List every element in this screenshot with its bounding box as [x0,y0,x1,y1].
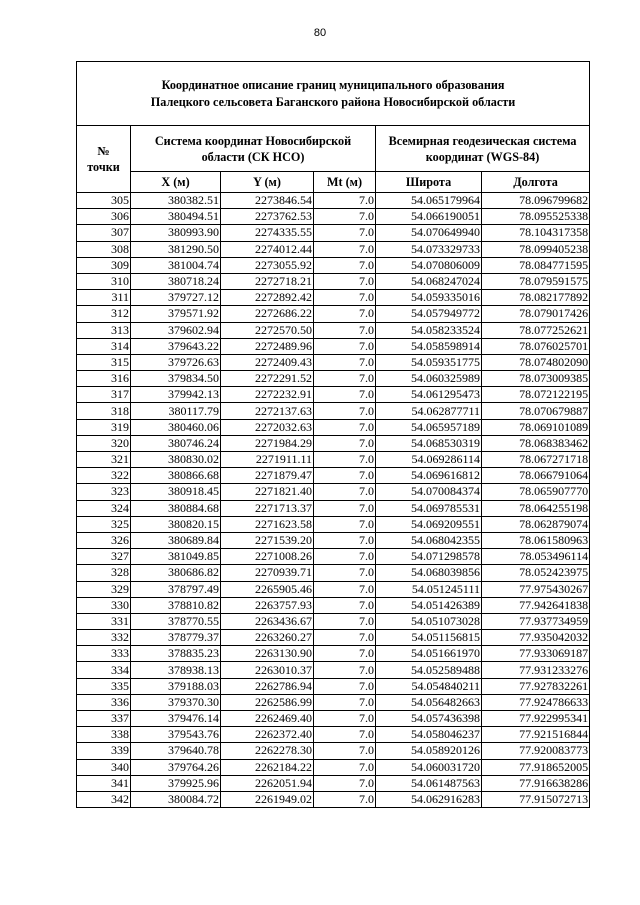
latitude-cell: 54.051156815 [376,630,482,646]
y-cell: 2272718.21 [221,273,314,289]
mt-cell: 7.0 [314,338,376,354]
y-cell: 2272137.63 [221,403,314,419]
point-number-cell: 319 [77,419,131,435]
point-number-cell: 337 [77,711,131,727]
table-row [77,500,590,516]
y-cell: 2273762.53 [221,209,314,225]
mt-cell: 7.0 [314,646,376,662]
table-row [77,435,590,451]
longitude-cell: 78.053496114 [482,549,590,565]
y-cell: 2270939.71 [221,565,314,581]
x-cell: 380689.84 [131,532,221,548]
header-point-no: № точки [77,126,131,193]
latitude-cell: 54.058598914 [376,338,482,354]
latitude-cell: 54.059351775 [376,354,482,370]
y-cell: 2271984.29 [221,435,314,451]
latitude-cell: 54.060325989 [376,371,482,387]
x-cell: 379602.94 [131,322,221,338]
header-group-wgs: Всемирная геодезическая система координат (WGS-84) [376,126,590,172]
y-cell: 2274012.44 [221,241,314,257]
table-row [77,694,590,710]
table-row [77,452,590,468]
longitude-cell: 78.072122195 [482,387,590,403]
longitude-cell: 78.104317358 [482,225,590,241]
point-number-cell: 338 [77,727,131,743]
header-mt: Mt (м) [314,172,376,193]
x-cell: 379643.22 [131,338,221,354]
x-cell: 380918.45 [131,484,221,500]
y-cell: 2272489.96 [221,338,314,354]
point-number-cell: 306 [77,209,131,225]
mt-cell: 7.0 [314,662,376,678]
header-group-nso: Система координат Новосибирской области (СК НСО) [131,126,376,172]
table-row [77,581,590,597]
table-title-line2: Палецкого сельсовета Баганского района Новосибирской области [150,94,516,109]
latitude-cell: 54.057436398 [376,711,482,727]
table-row [77,193,590,209]
table-row [77,630,590,646]
mt-cell: 7.0 [314,727,376,743]
y-cell: 2271879.47 [221,468,314,484]
y-cell: 2272686.22 [221,306,314,322]
x-cell: 378770.55 [131,613,221,629]
latitude-cell: 54.066190051 [376,209,482,225]
y-cell: 2274335.55 [221,225,314,241]
y-cell: 2263130.90 [221,646,314,662]
point-number-cell: 333 [77,646,131,662]
x-cell: 380746.24 [131,435,221,451]
point-number-cell: 305 [77,193,131,209]
point-number-cell: 312 [77,306,131,322]
table-row [77,549,590,565]
table-row [77,306,590,322]
point-number-cell: 339 [77,743,131,759]
latitude-cell: 54.068530319 [376,435,482,451]
longitude-cell: 78.077252621 [482,322,590,338]
longitude-cell: 78.069101089 [482,419,590,435]
point-number-cell: 326 [77,532,131,548]
table-row [77,678,590,694]
x-cell: 381290.50 [131,241,221,257]
point-number-cell: 321 [77,452,131,468]
y-cell: 2271008.26 [221,549,314,565]
mt-cell: 7.0 [314,532,376,548]
longitude-cell: 77.915072713 [482,791,590,807]
mt-cell: 7.0 [314,549,376,565]
y-cell: 2271623.58 [221,516,314,532]
longitude-cell: 77.927832261 [482,678,590,694]
longitude-cell: 78.068383462 [482,435,590,451]
point-number-cell: 325 [77,516,131,532]
longitude-cell: 77.933069187 [482,646,590,662]
latitude-cell: 54.070806009 [376,257,482,273]
point-number-cell: 315 [77,354,131,370]
point-number-cell: 320 [77,435,131,451]
mt-cell: 7.0 [314,791,376,807]
latitude-cell: 54.060031720 [376,759,482,775]
y-cell: 2263757.93 [221,597,314,613]
longitude-cell: 78.052423975 [482,565,590,581]
table-row [77,387,590,403]
point-number-cell: 311 [77,290,131,306]
y-cell: 2261949.02 [221,791,314,807]
y-cell: 2272892.42 [221,290,314,306]
table-row [77,597,590,613]
table-row [77,759,590,775]
longitude-cell: 78.061580963 [482,532,590,548]
longitude-cell: 78.067271718 [482,452,590,468]
mt-cell: 7.0 [314,193,376,209]
x-cell: 380820.15 [131,516,221,532]
longitude-cell: 77.937734959 [482,613,590,629]
x-cell: 380460.06 [131,419,221,435]
mt-cell: 7.0 [314,273,376,289]
y-cell: 2271911.11 [221,452,314,468]
y-cell: 2272291.52 [221,371,314,387]
latitude-cell: 54.065957189 [376,419,482,435]
longitude-cell: 78.079017426 [482,306,590,322]
table-row [77,613,590,629]
table-row [77,403,590,419]
y-cell: 2262184.22 [221,759,314,775]
longitude-cell: 78.095525338 [482,209,590,225]
latitude-cell: 54.070649940 [376,225,482,241]
x-cell: 378835.23 [131,646,221,662]
x-cell: 378779.37 [131,630,221,646]
table-row [77,354,590,370]
point-number-cell: 314 [77,338,131,354]
point-number-cell: 309 [77,257,131,273]
point-number-cell: 316 [77,371,131,387]
mt-cell: 7.0 [314,468,376,484]
table-row [77,257,590,273]
x-cell: 380686.82 [131,565,221,581]
latitude-cell: 54.068039856 [376,565,482,581]
longitude-cell: 77.920083773 [482,743,590,759]
latitude-cell: 54.068042355 [376,532,482,548]
x-cell: 380382.51 [131,193,221,209]
x-cell: 380830.02 [131,452,221,468]
x-cell: 381049.85 [131,549,221,565]
y-cell: 2272409.43 [221,354,314,370]
mt-cell: 7.0 [314,694,376,710]
x-cell: 379571.92 [131,306,221,322]
latitude-cell: 54.062877711 [376,403,482,419]
latitude-cell: 54.058046237 [376,727,482,743]
latitude-cell: 54.057949772 [376,306,482,322]
mt-cell: 7.0 [314,452,376,468]
longitude-cell: 78.074802090 [482,354,590,370]
longitude-cell: 78.070679887 [482,403,590,419]
y-cell: 2262372.40 [221,727,314,743]
table-row [77,711,590,727]
y-cell: 2271539.20 [221,532,314,548]
point-number-cell: 313 [77,322,131,338]
y-cell: 2263436.67 [221,613,314,629]
x-cell: 379370.30 [131,694,221,710]
table-title [77,62,590,126]
y-cell: 2273055.92 [221,257,314,273]
table-row [77,727,590,743]
x-cell: 380993.90 [131,225,221,241]
longitude-cell: 77.916638286 [482,775,590,791]
point-number-cell: 327 [77,549,131,565]
x-cell: 380884.68 [131,500,221,516]
longitude-cell: 78.099405238 [482,241,590,257]
point-number-cell: 330 [77,597,131,613]
longitude-cell: 78.079591575 [482,273,590,289]
mt-cell: 7.0 [314,371,376,387]
table-row [77,532,590,548]
table-row [77,225,590,241]
x-cell: 379188.03 [131,678,221,694]
longitude-cell: 78.084771595 [482,257,590,273]
longitude-cell: 77.942641838 [482,597,590,613]
latitude-cell: 54.059335016 [376,290,482,306]
latitude-cell: 54.058920126 [376,743,482,759]
y-cell: 2273846.54 [221,193,314,209]
longitude-cell: 78.073009385 [482,371,590,387]
longitude-cell: 77.922995341 [482,711,590,727]
point-number-cell: 342 [77,791,131,807]
x-cell: 380866.68 [131,468,221,484]
mt-cell: 7.0 [314,225,376,241]
table-row [77,646,590,662]
table-title-line1: Координатное описание границ муниципального образования [161,77,505,92]
table-row [77,743,590,759]
latitude-cell: 54.068247024 [376,273,482,289]
x-cell: 380117.79 [131,403,221,419]
mt-cell: 7.0 [314,435,376,451]
latitude-cell: 54.069785531 [376,500,482,516]
latitude-cell: 54.051073028 [376,613,482,629]
x-cell: 379726.63 [131,354,221,370]
x-cell: 378797.49 [131,581,221,597]
y-cell: 2263260.27 [221,630,314,646]
table-row [77,565,590,581]
mt-cell: 7.0 [314,419,376,435]
point-number-cell: 307 [77,225,131,241]
longitude-cell: 77.918652005 [482,759,590,775]
longitude-cell: 78.064255198 [482,500,590,516]
longitude-cell: 78.076025701 [482,338,590,354]
mt-cell: 7.0 [314,613,376,629]
longitude-cell: 78.082177892 [482,290,590,306]
x-cell: 380084.72 [131,791,221,807]
mt-cell: 7.0 [314,290,376,306]
latitude-cell: 54.058233524 [376,322,482,338]
longitude-cell: 77.921516844 [482,727,590,743]
mt-cell: 7.0 [314,241,376,257]
mt-cell: 7.0 [314,354,376,370]
table-row [77,775,590,791]
x-cell: 379942.13 [131,387,221,403]
longitude-cell: 77.931233276 [482,662,590,678]
point-number-cell: 323 [77,484,131,500]
x-cell: 379834.50 [131,371,221,387]
latitude-cell: 54.051661970 [376,646,482,662]
header-x: X (м) [131,172,221,193]
latitude-cell: 54.061295473 [376,387,482,403]
point-number-cell: 308 [77,241,131,257]
point-number-cell: 324 [77,500,131,516]
y-cell: 2262469.40 [221,711,314,727]
point-number-cell: 318 [77,403,131,419]
table-row [77,371,590,387]
mt-cell: 7.0 [314,711,376,727]
longitude-cell: 78.066791064 [482,468,590,484]
x-cell: 380718.24 [131,273,221,289]
latitude-cell: 54.052589488 [376,662,482,678]
y-cell: 2272232.91 [221,387,314,403]
point-number-cell: 322 [77,468,131,484]
y-cell: 2272570.50 [221,322,314,338]
mt-cell: 7.0 [314,775,376,791]
table-row [77,468,590,484]
y-cell: 2262786.94 [221,678,314,694]
mt-cell: 7.0 [314,484,376,500]
mt-cell: 7.0 [314,516,376,532]
table-row [77,209,590,225]
y-cell: 2265905.46 [221,581,314,597]
mt-cell: 7.0 [314,403,376,419]
mt-cell: 7.0 [314,387,376,403]
mt-cell: 7.0 [314,565,376,581]
table-row [77,338,590,354]
latitude-cell: 54.061487563 [376,775,482,791]
table-row [77,241,590,257]
point-number-cell: 332 [77,630,131,646]
mt-cell: 7.0 [314,630,376,646]
longitude-cell: 78.065907770 [482,484,590,500]
latitude-cell: 54.073329733 [376,241,482,257]
mt-cell: 7.0 [314,678,376,694]
latitude-cell: 54.054840211 [376,678,482,694]
longitude-cell: 78.062879074 [482,516,590,532]
latitude-cell: 54.051245111 [376,581,482,597]
table-row [77,484,590,500]
mt-cell: 7.0 [314,759,376,775]
point-number-cell: 335 [77,678,131,694]
y-cell: 2263010.37 [221,662,314,678]
y-cell: 2262051.94 [221,775,314,791]
latitude-cell: 54.071298578 [376,549,482,565]
page-number: 80 [313,27,327,39]
y-cell: 2272032.63 [221,419,314,435]
mt-cell: 7.0 [314,209,376,225]
point-number-cell: 331 [77,613,131,629]
coordinates-table [76,61,590,808]
table-row [77,273,590,289]
y-cell: 2271713.37 [221,500,314,516]
x-cell: 380494.51 [131,209,221,225]
latitude-cell: 54.056482663 [376,694,482,710]
x-cell: 379925.96 [131,775,221,791]
x-cell: 379640.78 [131,743,221,759]
x-cell: 379543.76 [131,727,221,743]
table-row [77,322,590,338]
header-latitude: Широта [376,172,482,193]
latitude-cell: 54.070084374 [376,484,482,500]
x-cell: 379764.26 [131,759,221,775]
point-number-cell: 340 [77,759,131,775]
longitude-cell: 77.935042032 [482,630,590,646]
longitude-cell: 77.975430267 [482,581,590,597]
x-cell: 379476.14 [131,711,221,727]
mt-cell: 7.0 [314,500,376,516]
latitude-cell: 54.069209551 [376,516,482,532]
y-cell: 2262278.30 [221,743,314,759]
latitude-cell: 54.065179964 [376,193,482,209]
mt-cell: 7.0 [314,322,376,338]
x-cell: 379727.12 [131,290,221,306]
longitude-cell: 78.096799682 [482,193,590,209]
latitude-cell: 54.062916283 [376,791,482,807]
point-number-cell: 336 [77,694,131,710]
mt-cell: 7.0 [314,597,376,613]
mt-cell: 7.0 [314,743,376,759]
point-number-cell: 334 [77,662,131,678]
y-cell: 2262586.99 [221,694,314,710]
table-body [77,193,590,808]
latitude-cell: 54.069616812 [376,468,482,484]
mt-cell: 7.0 [314,306,376,322]
longitude-cell: 77.924786633 [482,694,590,710]
latitude-cell: 54.069286114 [376,452,482,468]
table-row [77,419,590,435]
point-number-cell: 328 [77,565,131,581]
x-cell: 378938.13 [131,662,221,678]
point-number-cell: 317 [77,387,131,403]
table-row [77,290,590,306]
point-number-cell: 341 [77,775,131,791]
table-row [77,662,590,678]
header-longitude: Долгота [482,172,590,193]
x-cell: 378810.82 [131,597,221,613]
mt-cell: 7.0 [314,257,376,273]
header-y: Y (м) [221,172,314,193]
x-cell: 381004.74 [131,257,221,273]
table-row [77,516,590,532]
point-number-cell: 310 [77,273,131,289]
y-cell: 2271821.40 [221,484,314,500]
point-number-cell: 329 [77,581,131,597]
latitude-cell: 54.051426389 [376,597,482,613]
mt-cell: 7.0 [314,581,376,597]
table-row [77,791,590,807]
